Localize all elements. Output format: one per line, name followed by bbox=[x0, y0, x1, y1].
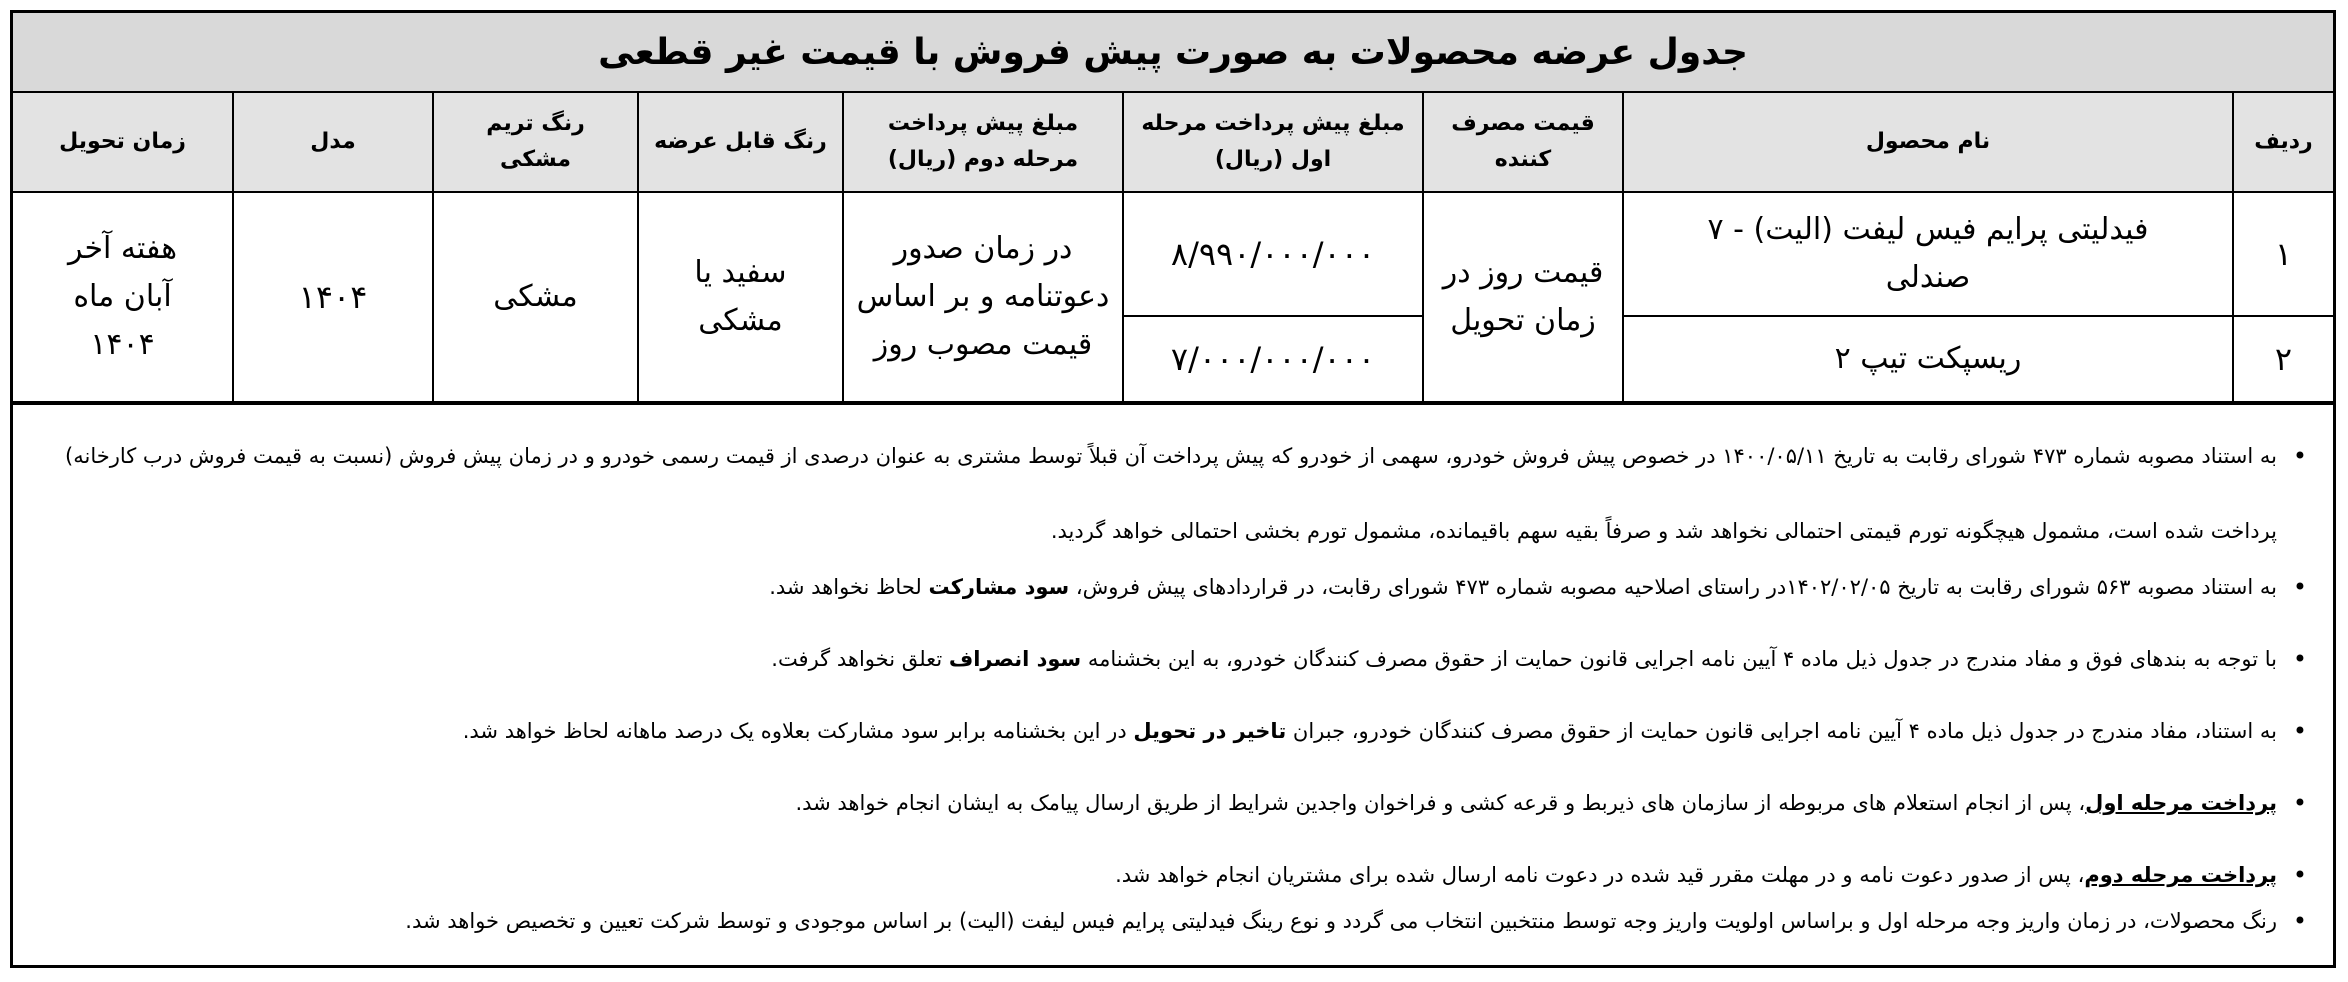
header-trim-color bbox=[433, 93, 638, 192]
note-text: به استناد مصوبه شماره ۴۷۳ شورای رقابت به تاریخ ۱۴۰۰/۰۵/۱۱ در خصوص پیش فروش خودرو، سهمی از خودرو که پیش پرداخت آن قبلاً توسط مشتری به عنوان درصدی از قیمت رسمی خودرو و در زمان پیش فروش (نسبت به قیمت فروش درب کارخانه) پرداخت شده است، مشمول هیچگونه تورم قیمتی احتمالی نخواهد شد و صرفاً بقیه سهم باقیمانده، مشمول تورم بخشی احتمالی خواهد گردید. bbox=[65, 444, 2277, 543]
product-name-line1: فیدلیتی پرایم فیس لیفت (الیت) - ۷ bbox=[1707, 212, 2149, 247]
color-line1: سفید یا bbox=[694, 255, 787, 290]
note-text: با توجه به بندهای فوق و مفاد مندرج در جدول ذیل ماده ۴ آیین نامه اجرایی قانون حمایت از حقوق مصرف کنندگان خودرو، به این بخشنامه bbox=[1081, 647, 2277, 671]
row-index: ۱ bbox=[2233, 192, 2333, 316]
model-cell: ۱۴۰۴ bbox=[233, 192, 433, 402]
product-name-cell: ریسپکت تیپ ۲ bbox=[1623, 316, 2233, 402]
product-name-cell bbox=[1623, 192, 2233, 316]
document-frame bbox=[10, 10, 2336, 968]
consumer-price-line1: قیمت روز در bbox=[1442, 255, 1604, 290]
note-item bbox=[39, 569, 2277, 605]
note-item bbox=[39, 713, 2277, 749]
note-text: به استناد مصوبه ۵۶۳ شورای رقابت به تاریخ ۱۴۰۲/۰۲/۰۵در راستای اصلاحیه مصوبه شماره ۴۷۳ شورای رقابت، در قراردادهای پیش فروش، bbox=[1069, 575, 2277, 599]
note-text: لحاظ نخواهد شد. bbox=[769, 575, 929, 599]
row-index: ۲ bbox=[2233, 316, 2333, 402]
note-item bbox=[39, 903, 2277, 939]
delivery-line3: ۱۴۰۴ bbox=[90, 327, 155, 362]
header-stage2-line2: مرحله دوم (ریال) bbox=[887, 147, 1079, 172]
note-text: ، پس از انجام استعلام های مربوطه از سازمان های ذیربط و قرعه کشی و فراخوان واجدین شرایط از طریق ارسال پیامک به ایشان انجام خواهد شد. bbox=[795, 791, 2086, 815]
stage1-amount-cell: ۷/۰۰۰/۰۰۰/۰۰۰ bbox=[1123, 316, 1423, 402]
delivery-time-cell bbox=[13, 192, 233, 402]
page-title: جدول عرضه محصولات به صورت پیش فروش با قیمت غیر قطعی bbox=[13, 13, 2333, 93]
product-table bbox=[13, 93, 2333, 403]
header-stage2-prepayment bbox=[843, 93, 1123, 192]
header-consumer-price bbox=[1423, 93, 1623, 192]
header-stage2-line1: مبلغ پیش پرداخت bbox=[887, 111, 1079, 136]
header-trim-line1: رنگ تریم bbox=[486, 111, 585, 136]
table-row bbox=[13, 192, 2333, 316]
note-bold-term: سود مشارکت bbox=[928, 575, 1070, 599]
stage2-line1: در زمان صدور bbox=[893, 231, 1073, 266]
stage2-line2: دعوتنامه و بر اساس bbox=[856, 279, 1110, 314]
note-bold-term: سود انصراف bbox=[948, 647, 1082, 671]
header-row-number: ردیف bbox=[2233, 93, 2333, 192]
note-item bbox=[39, 857, 2277, 893]
header-consumer-price-line1: قیمت مصرف bbox=[1451, 111, 1595, 136]
stage2-amount-cell bbox=[843, 192, 1123, 402]
note-item bbox=[39, 419, 2277, 569]
header-consumer-price-line2: کننده bbox=[1494, 147, 1552, 172]
note-text: ، پس از صدور دعوت نامه و در مهلت مقرر قید شده در دعوت نامه ارسال شده برای مشتریان انجام خواهد شد. bbox=[1115, 863, 2085, 887]
table-header-row bbox=[13, 93, 2333, 192]
note-item bbox=[39, 785, 2277, 821]
header-trim-line2: مشکی bbox=[499, 147, 572, 172]
note-bold-term: پرداخت مرحله دوم bbox=[2084, 863, 2277, 887]
notes-section bbox=[13, 403, 2333, 939]
header-model: مدل bbox=[233, 93, 433, 192]
delivery-line1: هفته آخر bbox=[67, 231, 178, 266]
note-bold-term: پرداخت مرحله اول bbox=[2085, 791, 2277, 815]
note-text: به استناد، مفاد مندرج در جدول ذیل ماده ۴ آیین نامه اجرایی قانون حمایت از حقوق مصرف کنندگان خودرو، جبران bbox=[1286, 719, 2277, 743]
available-color-cell bbox=[638, 192, 843, 402]
color-line2: مشکی bbox=[698, 303, 783, 338]
note-bold-term: تاخیر در تحویل bbox=[1133, 719, 1287, 743]
trim-color-cell: مشکی bbox=[433, 192, 638, 402]
note-item bbox=[39, 641, 2277, 677]
stage2-line3: قیمت مصوب روز bbox=[873, 327, 1093, 362]
header-stage1-line2: اول (ریال) bbox=[1214, 147, 1332, 172]
header-delivery-time: زمان تحویل bbox=[13, 93, 233, 192]
product-name-line2: صندلی bbox=[1885, 260, 1971, 295]
note-text: تعلق نخواهد گرفت. bbox=[771, 647, 949, 671]
note-text: رنگ محصولات، در زمان واریز وجه مرحله اول و براساس اولویت واریز وجه توسط منتخبین انتخاب می گردد و نوع رینگ فیدلیتی پرایم فیس لیفت (الیت) بر اساس موجودی و توسط شرکت تعیین و تخصیص خواهد شد. bbox=[405, 909, 2277, 933]
stage1-amount-cell: ۸/۹۹۰/۰۰۰/۰۰۰ bbox=[1123, 192, 1423, 316]
consumer-price-cell bbox=[1423, 192, 1623, 402]
header-stage1-line1: مبلغ پیش پرداخت مرحله bbox=[1141, 111, 1405, 136]
delivery-line2: آبان ماه bbox=[73, 279, 172, 314]
header-stage1-prepayment bbox=[1123, 93, 1423, 192]
note-text: در این بخشنامه برابر سود مشارکت بعلاوه یک درصد ماهانه لحاظ خواهد شد. bbox=[462, 719, 1134, 743]
consumer-price-line2: زمان تحویل bbox=[1450, 303, 1596, 338]
notes-list bbox=[39, 419, 2307, 939]
header-product-name: نام محصول bbox=[1623, 93, 2233, 192]
header-available-color: رنگ قابل عرضه bbox=[638, 93, 843, 192]
